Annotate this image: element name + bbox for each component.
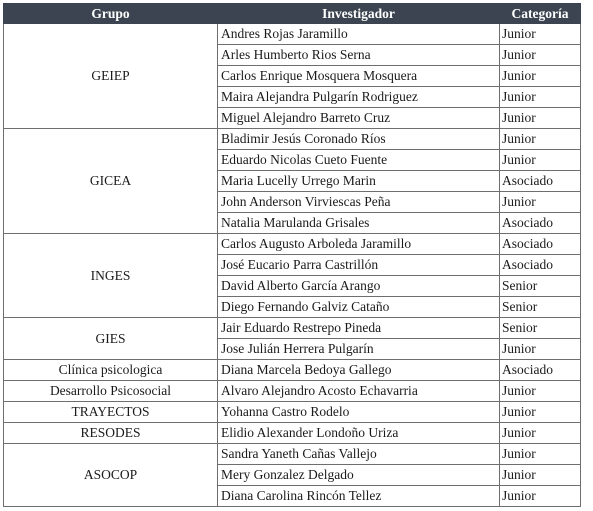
categoria-cell: Senior: [500, 318, 581, 339]
investigador-cell: Carlos Augusto Arboleda Jaramillo: [218, 234, 500, 255]
table-row: [4, 129, 581, 150]
table-row: [4, 318, 581, 339]
group-name-cell: TRAYECTOS: [4, 402, 218, 423]
categoria-cell: Asociado: [500, 213, 581, 234]
categoria-cell: Asociado: [500, 255, 581, 276]
investigador-cell: Mery Gonzalez Delgado: [218, 465, 500, 486]
categoria-cell: Asociado: [500, 360, 581, 381]
investigador-cell: Diego Fernando Galviz Cataño: [218, 297, 500, 318]
group-name-cell: Clínica psicologica: [4, 360, 218, 381]
investigador-cell: Sandra Yaneth Cañas Vallejo: [218, 444, 500, 465]
categoria-cell: Junior: [500, 129, 581, 150]
group-name-cell: INGES: [4, 234, 218, 318]
investigador-cell: Bladimir Jesús Coronado Ríos: [218, 129, 500, 150]
investigador-cell: Jose Julián Herrera Pulgarín: [218, 339, 500, 360]
categoria-cell: Junior: [500, 24, 581, 45]
table-row: [4, 402, 581, 423]
investigador-cell: Maira Alejandra Pulgarín Rodriguez: [218, 87, 500, 108]
table-row: [4, 444, 581, 465]
categoria-cell: Junior: [500, 66, 581, 87]
categoria-cell: Junior: [500, 444, 581, 465]
header-investigador: Investigador: [218, 4, 500, 24]
categoria-cell: Junior: [500, 150, 581, 171]
investigador-cell: Maria Lucelly Urrego Marin: [218, 171, 500, 192]
group-name-cell: RESODES: [4, 423, 218, 444]
investigador-cell: Elidio Alexander Londoño Uriza: [218, 423, 500, 444]
categoria-cell: Asociado: [500, 234, 581, 255]
researchers-table: [3, 3, 581, 507]
investigador-cell: José Eucario Parra Castrillón: [218, 255, 500, 276]
investigador-cell: Eduardo Nicolas Cueto Fuente: [218, 150, 500, 171]
investigador-cell: Diana Marcela Bedoya Gallego: [218, 360, 500, 381]
categoria-cell: Junior: [500, 45, 581, 66]
categoria-cell: Junior: [500, 465, 581, 486]
investigador-cell: David Alberto García Arango: [218, 276, 500, 297]
table-body: [4, 24, 581, 507]
investigador-cell: Diana Carolina Rincón Tellez: [218, 486, 500, 507]
header-categoria: Categoría: [500, 4, 581, 24]
categoria-cell: Junior: [500, 339, 581, 360]
investigador-cell: Alvaro Alejandro Acosto Echavarria: [218, 381, 500, 402]
categoria-cell: Senior: [500, 297, 581, 318]
table-row: [4, 234, 581, 255]
group-name-cell: GEIEP: [4, 24, 218, 129]
categoria-cell: Junior: [500, 87, 581, 108]
categoria-cell: Junior: [500, 423, 581, 444]
table-header: [4, 4, 581, 24]
categoria-cell: Junior: [500, 381, 581, 402]
investigador-cell: Carlos Enrique Mosquera Mosquera: [218, 66, 500, 87]
group-name-cell: ASOCOP: [4, 444, 218, 507]
investigador-cell: Jair Eduardo Restrepo Pineda: [218, 318, 500, 339]
categoria-cell: Junior: [500, 402, 581, 423]
investigador-cell: Miguel Alejandro Barreto Cruz: [218, 108, 500, 129]
categoria-cell: Senior: [500, 276, 581, 297]
table-row: [4, 381, 581, 402]
header-row: [4, 4, 581, 24]
header-grupo: Grupo: [4, 4, 218, 24]
categoria-cell: Junior: [500, 486, 581, 507]
investigador-cell: John Anderson Virviescas Peña: [218, 192, 500, 213]
investigador-cell: Natalia Marulanda Grisales: [218, 213, 500, 234]
group-name-cell: GICEA: [4, 129, 218, 234]
investigador-cell: Arles Humberto Rios Serna: [218, 45, 500, 66]
table-row: [4, 360, 581, 381]
categoria-cell: Asociado: [500, 171, 581, 192]
categoria-cell: Junior: [500, 108, 581, 129]
investigador-cell: Andres Rojas Jaramillo: [218, 24, 500, 45]
categoria-cell: Junior: [500, 192, 581, 213]
group-name-cell: Desarrollo Psicosocial: [4, 381, 218, 402]
investigador-cell: Yohanna Castro Rodelo: [218, 402, 500, 423]
group-name-cell: GIES: [4, 318, 218, 360]
table-row: [4, 423, 581, 444]
table-row: [4, 24, 581, 45]
